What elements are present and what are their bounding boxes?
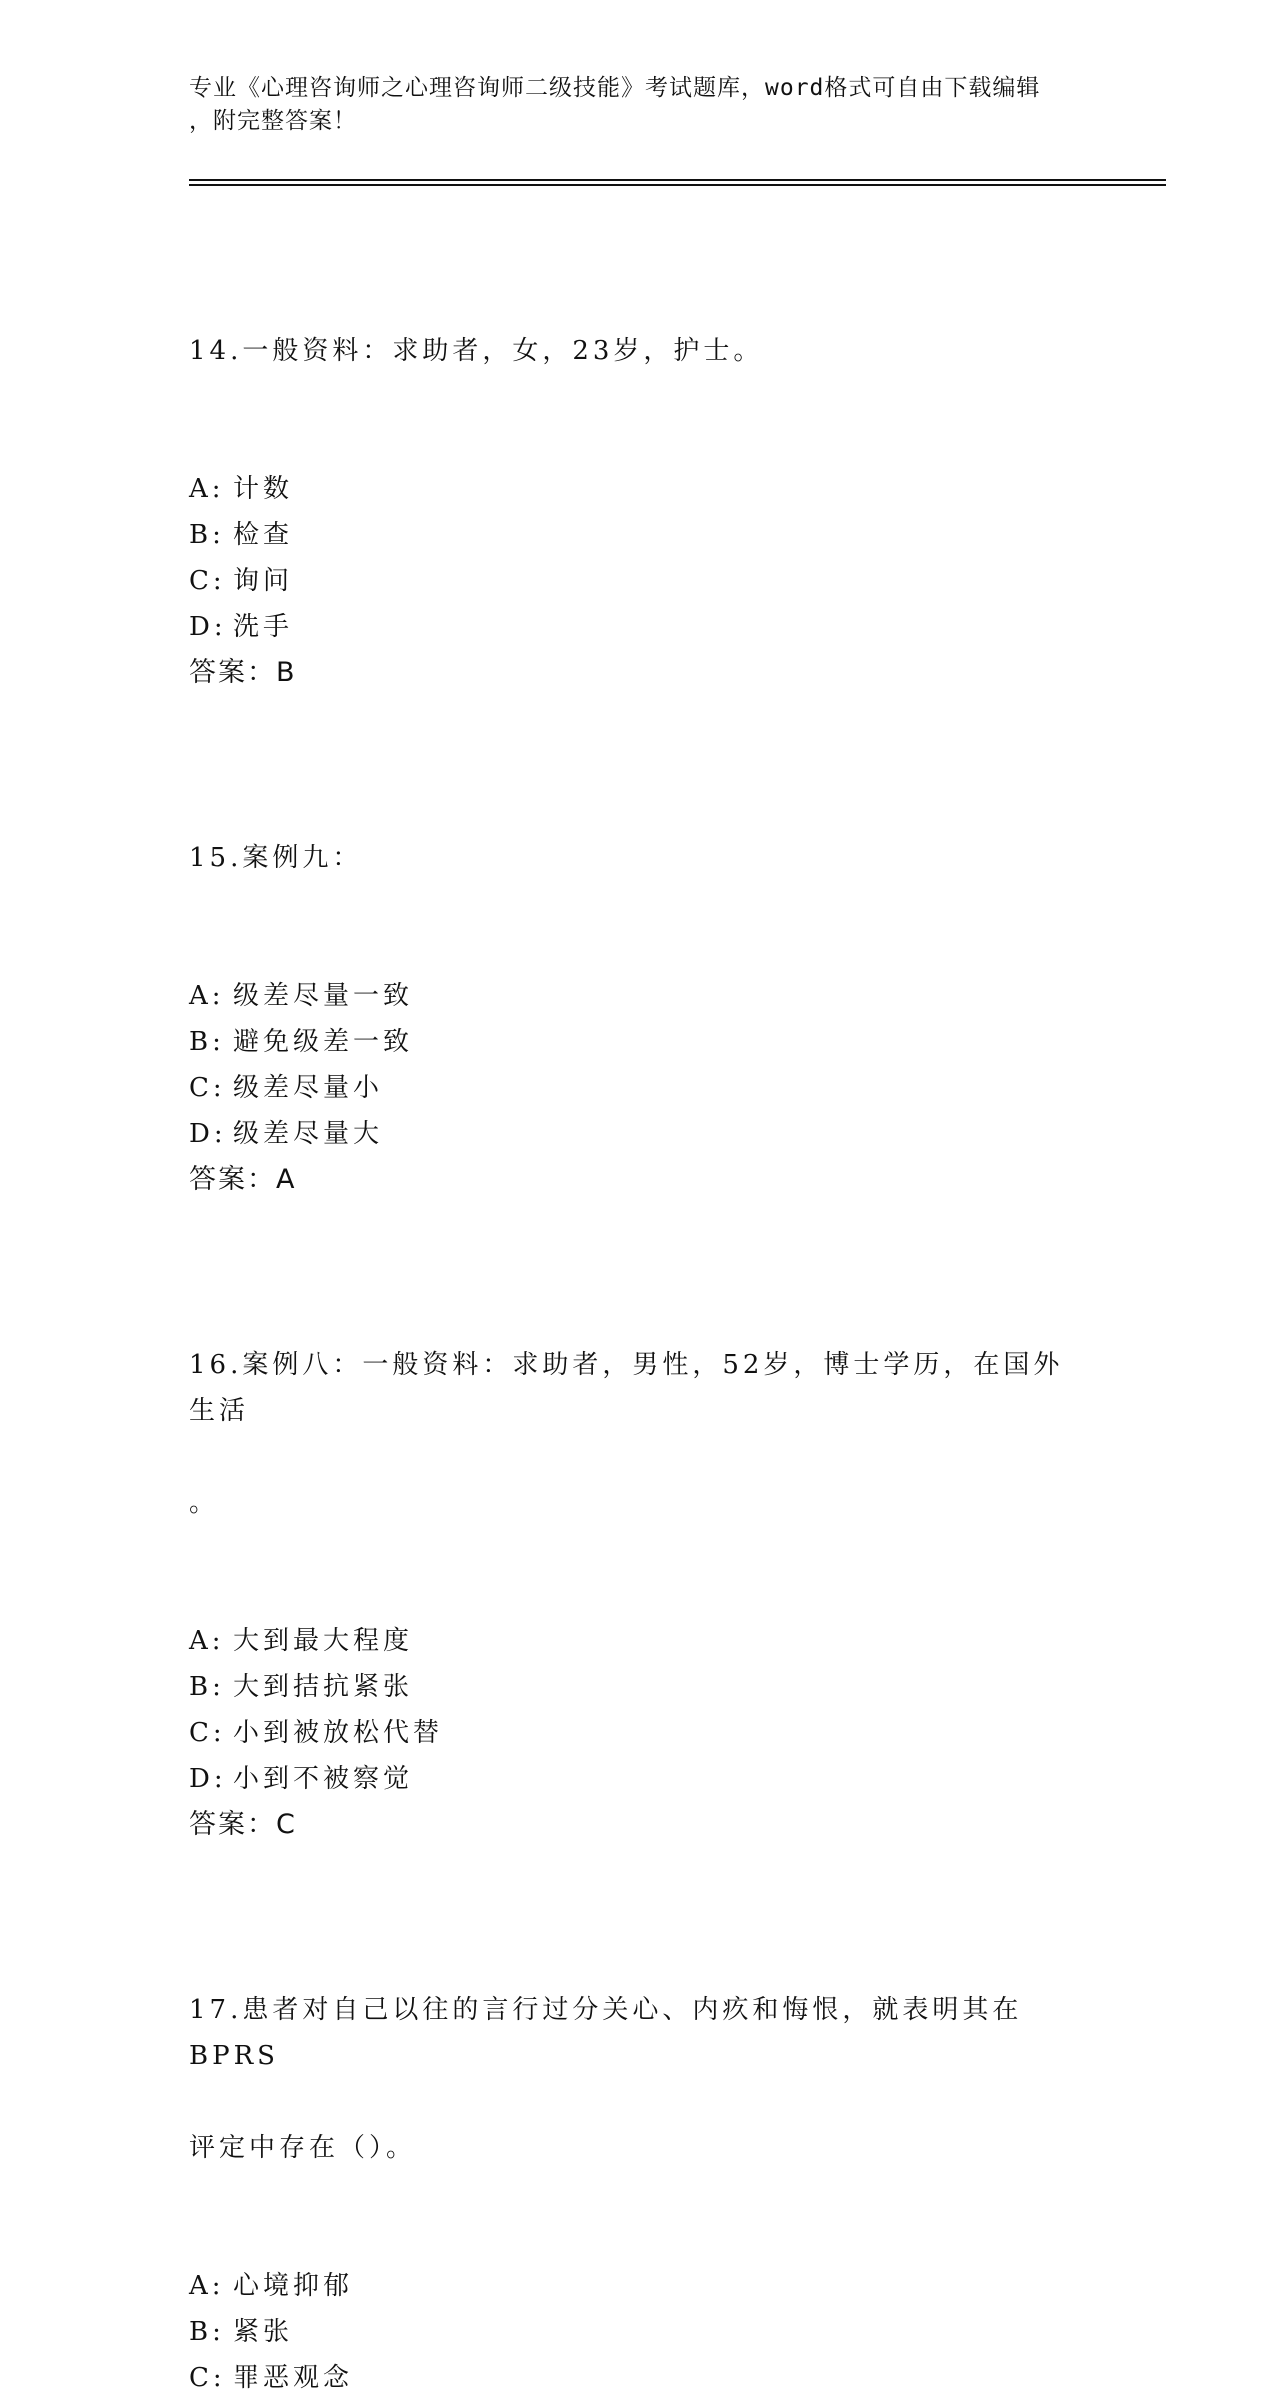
option-d xyxy=(189,1756,1089,1802)
question-17 xyxy=(189,1895,1089,2401)
header-divider-bottom xyxy=(189,184,1166,186)
option-text: 询问 xyxy=(233,566,294,596)
option-text: 紧张 xyxy=(233,2317,294,2347)
option-key: D: xyxy=(189,1119,227,1149)
option-key: C: xyxy=(189,1073,226,1103)
option-key: D: xyxy=(189,1764,227,1794)
option-d xyxy=(189,1111,1089,1157)
option-key: A: xyxy=(189,1626,225,1656)
option-c xyxy=(189,558,1089,604)
option-c xyxy=(189,1710,1089,1756)
header-line-1: 专业《心理咨询师之心理咨询师二级技能》考试题库，word格式可自由下载编辑 xyxy=(189,75,1041,101)
option-key: B: xyxy=(189,2317,225,2347)
option-key: B: xyxy=(189,1672,225,1702)
question-text-line: 17.患者对自己以往的言行过分关心、内疚和悔恨，就表明其在BPRS xyxy=(189,1995,1023,2071)
question-text xyxy=(189,236,1089,466)
option-text: 小到被放松代替 xyxy=(233,1718,444,1748)
option-a xyxy=(189,1618,1089,1664)
option-text: 级差尽量小 xyxy=(233,1073,384,1103)
option-a xyxy=(189,466,1089,512)
question-list xyxy=(189,236,1089,2401)
answer-line: 答案：A xyxy=(189,1164,297,1195)
option-key: C: xyxy=(189,566,226,596)
option-text: 计数 xyxy=(233,474,294,504)
option-b xyxy=(189,1664,1089,1710)
question-text-line: 15.案例九： xyxy=(189,843,363,873)
option-a xyxy=(189,2263,1089,2309)
question-14 xyxy=(189,236,1089,696)
question-text-line: 。 xyxy=(189,1488,220,1518)
header-line-2: ，附完整答案！ xyxy=(189,108,357,134)
question-text xyxy=(189,1250,1089,1618)
option-key: B: xyxy=(189,1027,225,1057)
option-c xyxy=(189,2355,1089,2401)
question-text xyxy=(189,743,1089,973)
option-text: 大到拮抗紧张 xyxy=(233,1672,414,1702)
option-text: 罪恶观念 xyxy=(233,2363,354,2393)
option-text: 避免级差一致 xyxy=(233,1027,414,1057)
option-text: 大到最大程度 xyxy=(233,1626,414,1656)
option-d xyxy=(189,604,1089,650)
option-c xyxy=(189,1065,1089,1111)
option-key: C: xyxy=(189,2363,226,2393)
header-divider-top xyxy=(189,179,1166,181)
option-key: A: xyxy=(189,2271,225,2301)
option-b xyxy=(189,512,1089,558)
option-text: 洗手 xyxy=(233,612,294,642)
question-15 xyxy=(189,743,1089,1203)
answer-line: 答案：B xyxy=(189,657,297,688)
option-key: D: xyxy=(189,612,227,642)
answer-line: 答案：C xyxy=(189,1809,297,1840)
option-text: 检查 xyxy=(233,520,294,550)
question-text-line: 16.案例八：一般资料：求助者，男性，52岁，博士学历，在国外生活 xyxy=(189,1350,1064,1426)
option-text: 级差尽量大 xyxy=(233,1119,384,1149)
option-key: B: xyxy=(189,520,225,550)
question-text-line: 14.一般资料：求助者，女，23岁，护士。 xyxy=(189,336,764,366)
question-text-line: 评定中存在（）。 xyxy=(189,2133,417,2163)
option-key: C: xyxy=(189,1718,226,1748)
question-text xyxy=(189,1895,1089,2263)
option-b xyxy=(189,2309,1089,2355)
option-a xyxy=(189,973,1089,1019)
option-key: A: xyxy=(189,474,225,504)
document-header xyxy=(189,72,1089,138)
option-text: 级差尽量一致 xyxy=(233,981,414,1011)
option-key: A: xyxy=(189,981,225,1011)
option-text: 小到不被察觉 xyxy=(233,1764,414,1794)
option-text: 心境抑郁 xyxy=(233,2271,354,2301)
option-b xyxy=(189,1019,1089,1065)
question-16 xyxy=(189,1250,1089,1848)
